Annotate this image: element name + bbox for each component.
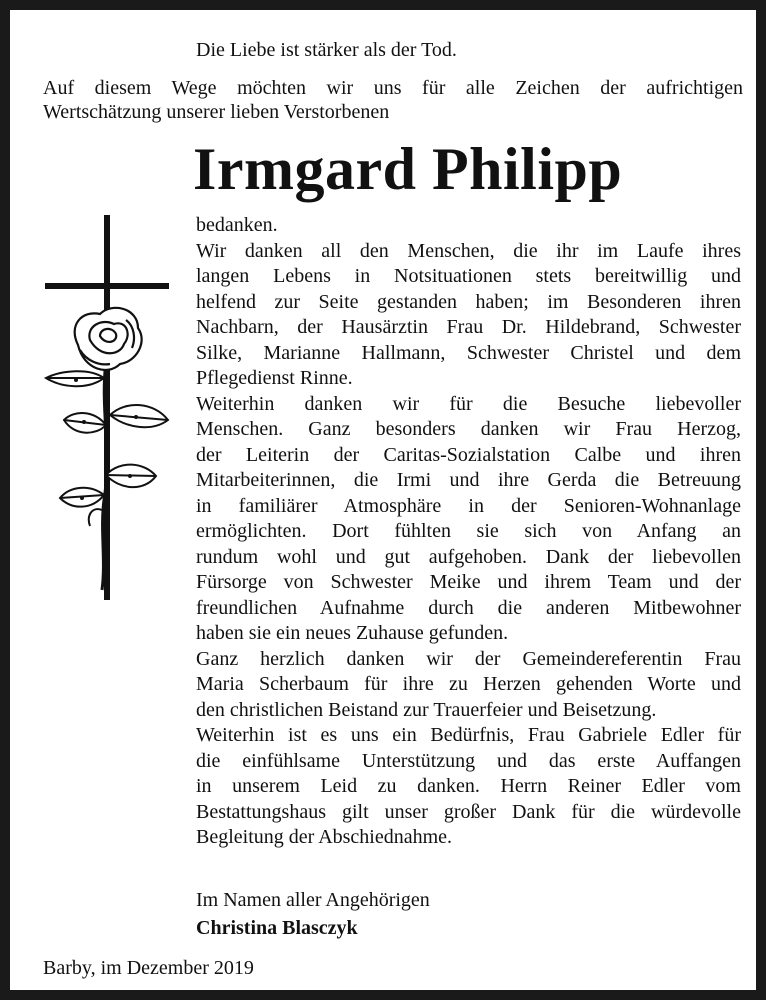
intro-line: Wertschätzung unserer lieben Verstorbenen <box>43 101 390 123</box>
body-line: Silke, Marianne Hallmann, Schwester Christel und dem <box>196 341 741 364</box>
signature-intro: Im Namen aller Angehörigen <box>196 889 430 911</box>
body-line: Ganz herzlich danken wir der Gemeindereferentin Frau <box>196 647 741 670</box>
cross-with-rose-icon <box>40 210 175 605</box>
body-line: in familiärer Atmosphäre in der Senioren-Wohnanlage <box>196 494 741 517</box>
body-line: Bestattungshaus gilt unser großer Dank für die würdevolle <box>196 800 741 823</box>
signature-name: Christina Blasczyk <box>196 917 358 939</box>
body-line: Nachbarn, der Hausärztin Frau Dr. Hildebrand, Schwester <box>196 316 741 338</box>
intro-line: Auf diesem Wege möchten wir uns für alle Zeichen der aufrichtigen <box>43 77 743 99</box>
body-line: den christlichen Beistand zur Trauerfeier und Beisetzung. <box>196 698 657 721</box>
deceased-name: Irmgard Philipp <box>193 136 623 202</box>
body-line: Begleitung der Abschiednahme. <box>196 826 453 848</box>
intro-text <box>43 76 743 124</box>
place-date: Barby, im Dezember 2019 <box>43 957 254 979</box>
body-line: freundlichen Aufnahme durch die anderen Mitbewohner <box>196 596 741 619</box>
body-line: bedanken. <box>196 214 278 236</box>
body-line: rundum wohl und gut aufgehoben. Dank der liebevollen <box>196 545 741 568</box>
body-line: ermöglichten. Dort fühlten sie sich von Anfang an <box>196 520 741 542</box>
body-line: Menschen. Ganz besonders danken wir Frau Herzog, <box>196 418 741 440</box>
body-line: langen Lebens in Notsituationen stets bereitwillig und <box>196 265 741 287</box>
body-line: Wir danken all den Menschen, die ihr im Laufe ihres <box>196 239 741 262</box>
body-line: der Leiterin der Caritas-Sozialstation Calbe und ihren <box>196 443 741 466</box>
body-line: die einfühlsame Unterstützung und das erste Auffangen <box>196 749 741 772</box>
body-line: Fürsorge von Schwester Meike und ihrem Team und der <box>196 571 741 593</box>
motto: Die Liebe ist stärker als der Tod. <box>196 39 457 61</box>
body-line: Weiterhin ist es uns ein Bedürfnis, Frau Gabriele Edler für <box>196 724 741 746</box>
body-line: in unserem Leid zu danken. Herrn Reiner Edler vom <box>196 775 741 797</box>
body-line: Maria Scherbaum für ihre zu Herzen gehenden Worte und <box>196 673 741 695</box>
body-line: Weiterhin danken wir für die Besuche liebevoller <box>196 392 741 415</box>
body-line: helfend zur Seite gestanden haben; im Besonderen ihren <box>196 290 741 313</box>
body-line: Mitarbeiterinnen, die Irmi und ihre Gerda die Betreuung <box>196 469 741 491</box>
body-line: Pflegedienst Rinne. <box>196 367 353 389</box>
body-text <box>196 213 741 851</box>
body-line: haben sie ein neues Zuhause gefunden. <box>196 622 509 644</box>
